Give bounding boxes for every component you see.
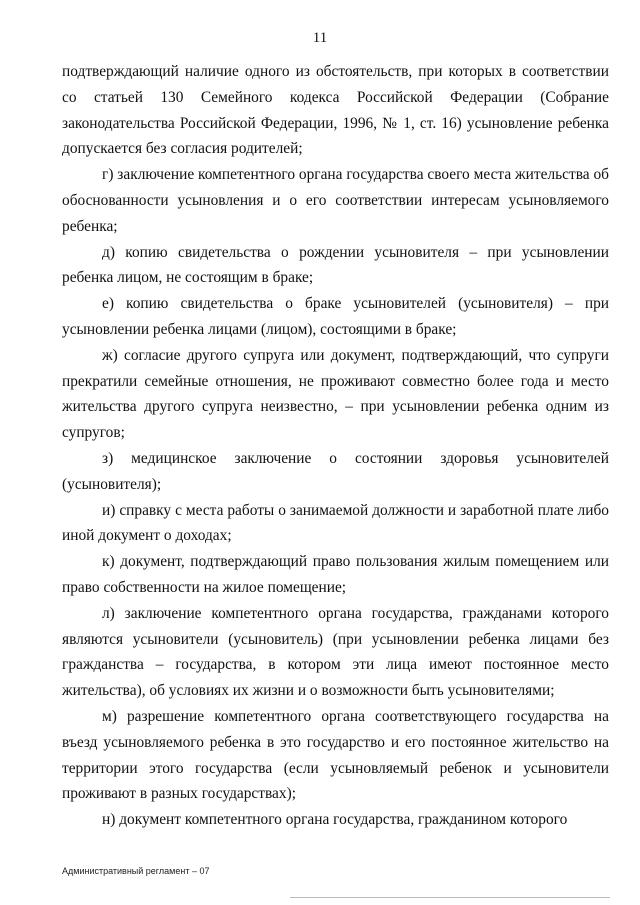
paragraph-item-k: к) документ, подтверждающий право пользования жилым помещением или право собственности на жилое помещение; bbox=[62, 553, 609, 596]
paragraph-item-g: г) заключение компетентного органа государства своего места жительства об обоснованности усыновления и о его соответствии интересам усыновляемого ребенка; bbox=[62, 166, 609, 235]
page-number: 11 bbox=[312, 30, 328, 46]
paragraph-item-l: л) заключение компетентного органа государства, гражданами которого являются усыновители (усыновитель) (при усыновлении ребенка лицами без гражданства – государства, в котором эти лица имеют постоянное место жительства), об условиях их жизни и о возможности быть усыновителями; bbox=[62, 604, 609, 700]
scan-edge-line bbox=[290, 897, 610, 898]
paragraph-item-i: и) справку с места работы о занимаемой должности и заработной плате либо иной документ о доходах; bbox=[62, 501, 609, 545]
paragraph-item-zh: ж) согласие другого супруга или документ, подтверждающий, что супруги прекратили семейные отношения, не проживают совместно более года и место жительства другого супруга неизвестно, – при усыновлении ребенка одним из супругов; bbox=[62, 346, 609, 442]
paragraph-item-e: е) копию свидетельства о браке усыновителей (усыновителя) – при усыновлении ребенка лицами (лицом), состоящими в браке; bbox=[62, 295, 609, 338]
paragraph-item-m: м) разрешение компетентного органа соответствующего государства на въезд усыновляемого ребенка в это государство и его постоянное жительство на территории этого государства (если усыновляемый ребенок и усыновители проживают в разных государствах); bbox=[62, 707, 609, 803]
page-footer: Административный регламент – 07 bbox=[62, 866, 210, 876]
paragraph-continuation: подтверждающий наличие одного из обстоятельств, при которых в соответствии со статьей 130 Семейного кодекса Российской Федерации (Собрание законодательства Российской Федерации, 1996, № 1, ст. 16) усыновление ребенка допускается без согласия родителей; bbox=[62, 63, 609, 158]
document-body bbox=[62, 59, 609, 833]
paragraph-item-d: д) копию свидетельства о рождении усыновителя – при усыновлении ребенка лицом, не состоящим в браке; bbox=[62, 243, 609, 287]
paragraph-item-z: з) медицинское заключение о состоянии здоровья усыновителей (усыновителя); bbox=[62, 449, 609, 493]
paragraph-item-n: н) документ компетентного органа государства, гражданином которого bbox=[102, 811, 568, 829]
